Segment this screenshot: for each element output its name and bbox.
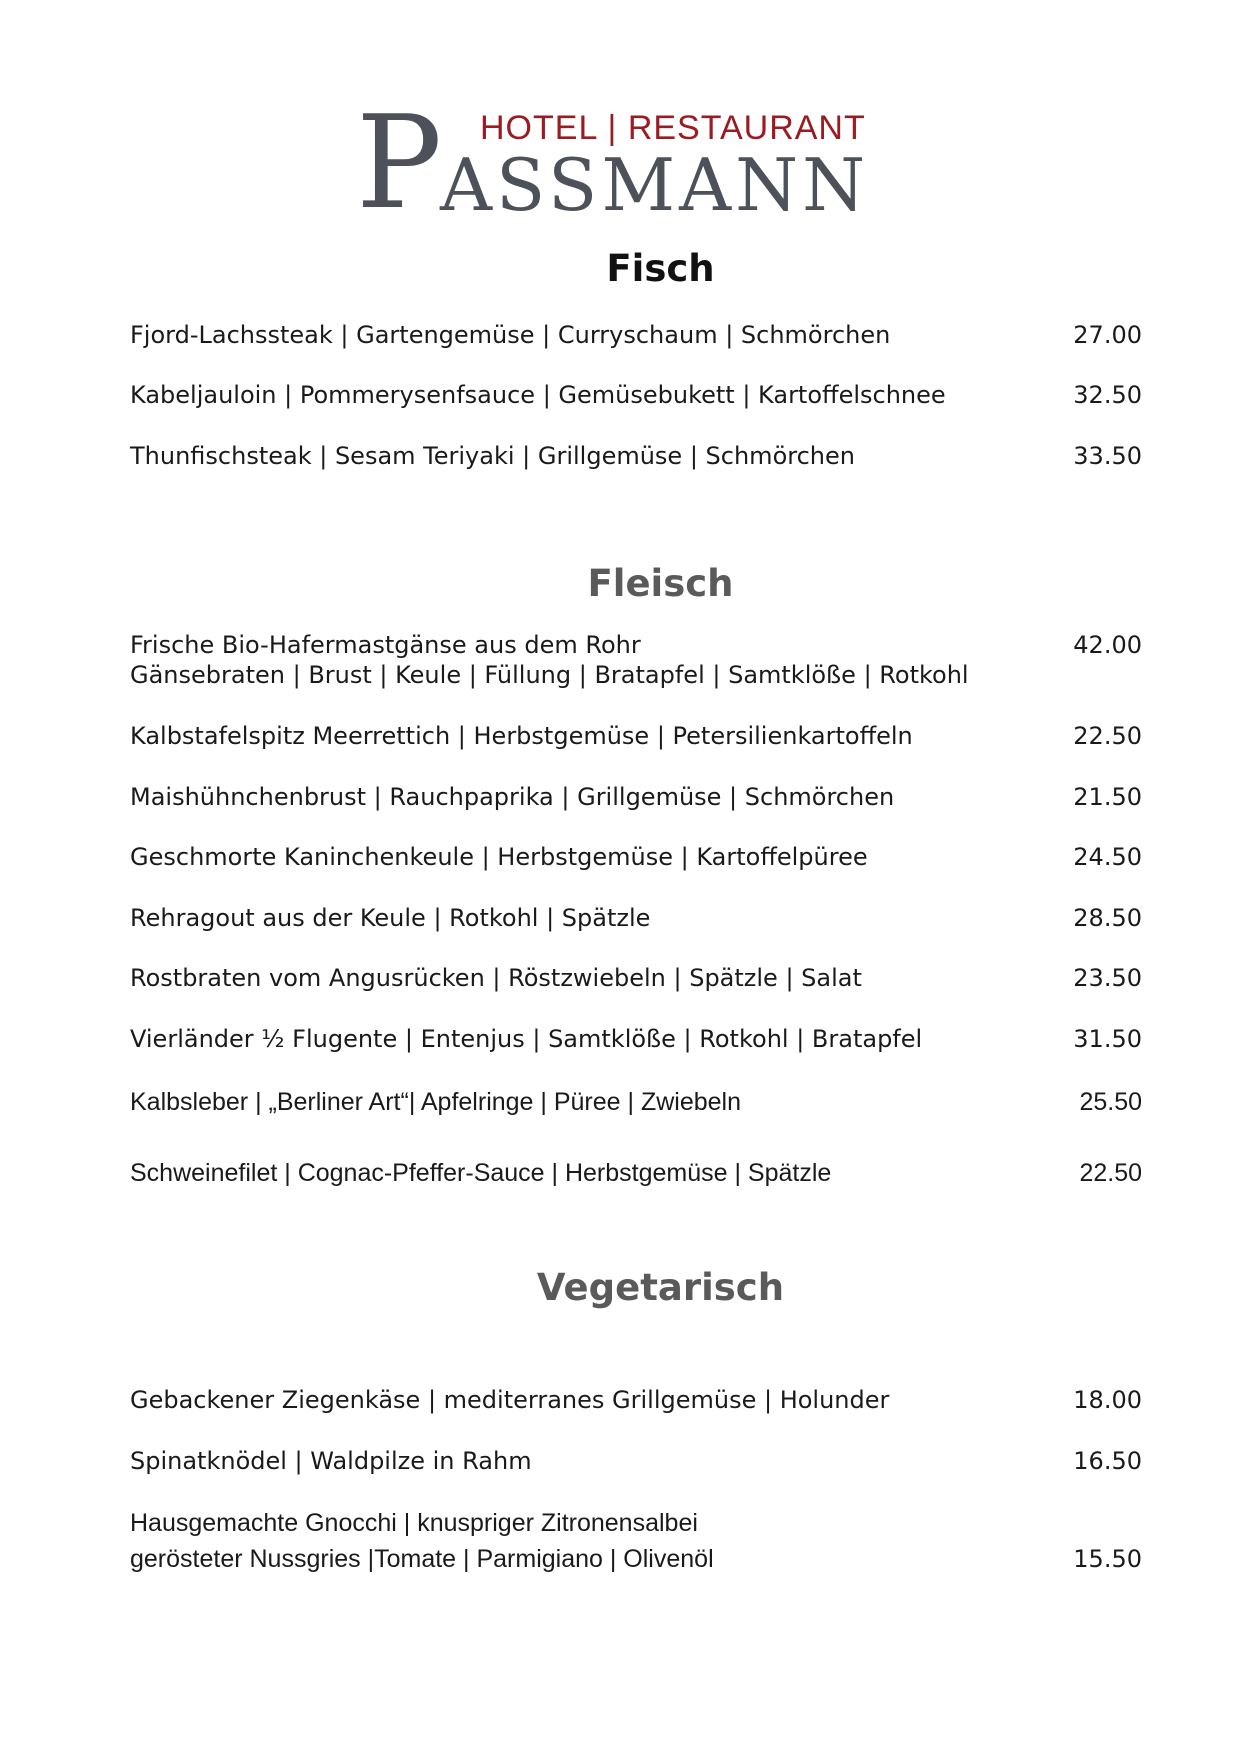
dish-price: 16.50 [1073, 1447, 1142, 1475]
dish-name: Geschmorte Kaninchenkeule | Herbstgemüse | Kartoffelpüree [130, 843, 868, 871]
dish-price: 18.00 [1073, 1386, 1142, 1414]
dish-name: Maishühnchenbrust | Rauchpaprika | Grillgemüse | Schmörchen [130, 783, 895, 811]
menu-item [130, 842, 1142, 882]
menu-item [130, 630, 1142, 700]
dish-price: 15.50 [1073, 1545, 1142, 1573]
logo-initial: P [356, 89, 443, 238]
dish-price: 22.50 [1079, 1159, 1142, 1187]
dish-price: 42.00 [1073, 631, 1142, 659]
dish-name: Fjord-Lachssteak | Gartengemüse | Curryschaum | Schmörchen [130, 321, 891, 349]
dish-price: 31.50 [1073, 1025, 1142, 1053]
dish-name: Vierländer ½ Flugente | Entenjus | Samtklöße | Rotkohl | Bratapfel [130, 1025, 923, 1053]
dish-price: 27.00 [1073, 321, 1142, 349]
logo-wordmark: ASSMANN [440, 143, 870, 227]
dish-name: Thunfischsteak | Sesam Teriyaki | Grillgemüse | Schmörchen [130, 442, 855, 470]
dish-price: 28.50 [1073, 904, 1142, 932]
dish-name: Kabeljauloin | Pommerysenfsauce | Gemüsebukett | Kartoffelschnee [130, 381, 946, 409]
dish-name: Schweinefilet | Cognac-Pfeffer-Sauce | Herbstgemüse | Spätzle [130, 1159, 832, 1187]
dish-price: 23.50 [1073, 964, 1142, 992]
dish-price: 33.50 [1073, 442, 1142, 470]
section-title-vegetarisch: Vegetarisch [536, 1266, 785, 1309]
menu-item [130, 1024, 1142, 1064]
dish-name: Frische Bio-Hafermastgänse aus dem Rohr [130, 631, 641, 659]
hotel-logo [356, 89, 886, 238]
dish-price: 25.50 [1079, 1088, 1142, 1116]
menu-item [130, 1158, 1142, 1198]
menu-item [130, 320, 1142, 360]
dish-description: gerösteter Nussgries |Tomate | Parmigiano | Olivenöl [130, 1545, 714, 1573]
dish-name: Spinatknödel | Waldpilze in Rahm [130, 1447, 532, 1475]
dish-name: Gebackener Ziegenkäse | mediterranes Grillgemüse | Holunder [130, 1386, 890, 1414]
dish-price: 22.50 [1073, 722, 1142, 750]
dish-description: Gänsebraten | Brust | Keule | Füllung | Bratapfel | Samtklöße | Rotkohl [130, 661, 969, 689]
logo-tagline: HOTEL | RESTAURANT [480, 109, 866, 147]
section-title-fisch: Fisch [606, 247, 715, 290]
menu-item [130, 1508, 1142, 1584]
menu-item [130, 380, 1142, 420]
dish-name: Rostbraten vom Angusrücken | Röstzwiebeln | Spätzle | Salat [130, 964, 862, 992]
menu-item [130, 963, 1142, 1003]
dish-name: Hausgemachte Gnocchi | knuspriger Zitronensalbei [130, 1509, 698, 1537]
menu-item [130, 782, 1142, 822]
menu-item [130, 1446, 1142, 1486]
menu-item [130, 1087, 1142, 1127]
menu-item [130, 903, 1142, 943]
menu-item [130, 1385, 1142, 1425]
section-title-fleisch: Fleisch [587, 562, 734, 605]
dish-price: 32.50 [1073, 381, 1142, 409]
dish-price: 21.50 [1073, 783, 1142, 811]
dish-price: 24.50 [1073, 843, 1142, 871]
dish-name: Kalbstafelspitz Meerrettich | Herbstgemüse | Petersilienkartoffeln [130, 722, 913, 750]
menu-item [130, 441, 1142, 481]
dish-name: Kalbsleber | „Berliner Art“| Apfelringe | Püree | Zwiebeln [130, 1088, 741, 1116]
dish-name: Rehragout aus der Keule | Rotkohl | Spätzle [130, 904, 651, 932]
menu-item [130, 721, 1142, 761]
